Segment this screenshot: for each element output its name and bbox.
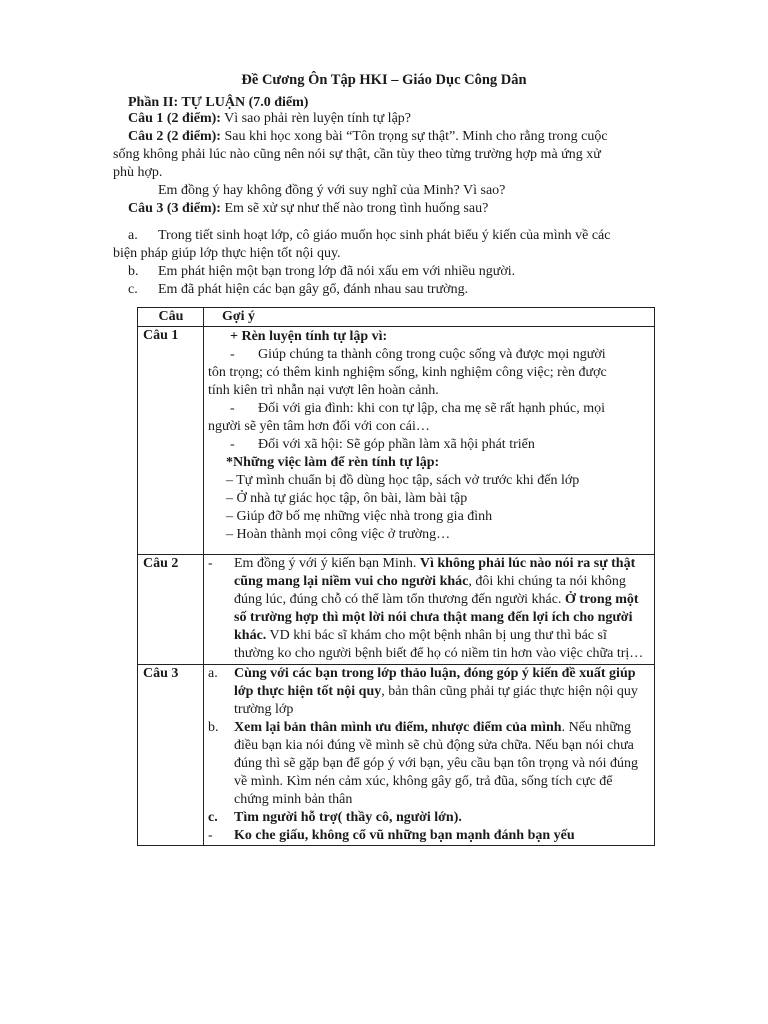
part-heading: Phần II: TỰ LUẬN (7.0 điểm): [128, 95, 309, 110]
header-question: Câu: [138, 308, 204, 327]
document-title: Đề Cương Ôn Tập HKI – Giáo Dục Công Dân: [241, 72, 527, 88]
situation-a-mark: a.: [128, 228, 138, 243]
row1-heading2: *Những việc làm để rèn tính tự lập:: [226, 455, 440, 470]
row1-dash-3: - Đối với xã hội: Sẽ góp phần làm xã hội phát triển: [230, 437, 535, 452]
question-2-line2: sống không phải lúc nào cũng nên nói sự thật, cần tùy theo từng trường hợp mà ứng xử: [113, 147, 601, 162]
table-row: [138, 555, 655, 665]
question-2-label: Câu 2 (2 điểm):: [128, 129, 221, 144]
table-row: [138, 665, 655, 846]
row1-content: [204, 327, 655, 555]
row1-dash-2-cont: người sẽ yên tâm hơn đối với con cái…: [208, 419, 430, 434]
question-2: [128, 128, 658, 146]
situation-a-line1: Trong tiết sinh hoạt lớp, cô giáo muốn học sinh phát biểu ý kiến của mình về các: [158, 228, 611, 243]
row1-dash-1: - Giúp chúng ta thành công trong cuộc sống và được mọi người: [230, 347, 606, 362]
row1-work-3: – Giúp đỡ bố mẹ những việc nhà trong gia đình: [226, 509, 493, 524]
header-hint: Gợi ý: [204, 308, 655, 327]
question-2-line4: Em đồng ý hay không đồng ý với suy nghĩ của Minh? Vì sao?: [158, 183, 506, 198]
row2-mark: -: [208, 556, 213, 571]
question-1: [128, 110, 668, 128]
question-3-label: Câu 3 (3 điểm):: [128, 201, 221, 216]
situation-c: [113, 281, 653, 299]
situation-a: [113, 227, 653, 245]
situation-b-mark: b.: [128, 264, 139, 279]
table-row: [138, 327, 655, 555]
situation-a-line2: biện pháp giúp lớp thực hiện tốt nội quy.: [113, 246, 341, 261]
row3-item-c: c. Tìm người hỗ trợ( thầy cô, người lớn).: [208, 810, 462, 825]
row3-item-a: a. Cùng với các bạn trong lớp thảo luận, đóng góp ý kiến đề xuất giúp lớp thực hiện tốt nội quy, bản thân cũng phải tự giác thực hiện nội quy trường lớp: [208, 666, 638, 717]
row3-item-d: - Ko che giấu, không cổ vũ những bạn mạnh đánh bạn yếu: [208, 828, 575, 843]
row3-content: [204, 665, 655, 846]
question-3: [128, 200, 668, 218]
question-2-line1: Sau khi học xong bài “Tôn trọng sự thật”. Minh cho rằng trong cuộc: [220, 129, 608, 144]
answer-guide-table: [137, 307, 655, 846]
row1-label: Câu 1: [138, 327, 204, 555]
question-1-text: Vì sao phải rèn luyện tính tự lập?: [220, 111, 412, 126]
row2-text: Em đồng ý với ý kiến bạn Minh. Vì không phải lúc nào nói ra sự thật cũng mang lại niềm vui cho người khác, đôi khi chúng ta nói không đúng lúc, đúng chỗ có thể làm tổn thương đến người khác. Ở trong một số trường hợp thì một lời nói chưa thật mang đến lợi ích cho người khác. VD khi bác sĩ khám cho một bệnh nhân bị ung thư thì bác sĩ thường ko cho người bệnh biết để họ có niềm tin hơn vào việc chữa trị…: [234, 556, 644, 661]
row3-label: Câu 3: [138, 665, 204, 846]
row3-item-b: b. Xem lại bản thân mình ưu điểm, nhược điểm của mình. Nếu những điều bạn kia nói đúng về mình sẽ chủ động sửa chữa. Nếu bạn nói chưa đúng thì sẽ gặp bạn để góp ý với bạn, yêu cầu bạn tôn trọng và nói đúng về mình. Kìm nén cảm xúc, không gây gổ, trả đũa, sống tích cực để chứng minh bản thân: [208, 720, 638, 807]
row1-work-2: – Ở nhà tự giác học tập, ôn bài, làm bài tập: [226, 491, 468, 506]
question-3-text: Em sẽ xử sự như thế nào trong tình huống sau?: [220, 201, 489, 216]
situation-b-line1: Em phát hiện một bạn trong lớp đã nói xấu em với nhiều người.: [158, 264, 516, 279]
situation-b: [113, 263, 653, 281]
row2-content: [204, 555, 655, 665]
row1-dash-1-cont2: tính kiên trì nhẫn nại vượt lên hoàn cảnh.: [208, 383, 439, 398]
row2-label: Câu 2: [138, 555, 204, 665]
situation-c-line1: Em đã phát hiện các bạn gây gổ, đánh nhau sau trường.: [158, 282, 469, 297]
row1-work-1: – Tự mình chuẩn bị đồ dùng học tập, sách vở trước khi đến lớp: [226, 473, 580, 488]
table-header-row: [138, 308, 655, 327]
situation-c-mark: c.: [128, 282, 138, 297]
row1-dash-1-cont1: tôn trọng; có thêm kinh nghiệm sống, kinh nghiệm công việc; rèn được: [208, 365, 607, 380]
row1-work-4: – Hoàn thành mọi công việc ở trường…: [226, 527, 451, 542]
row1-heading: + Rèn luyện tính tự lập vì:: [230, 329, 388, 344]
question-1-label: Câu 1 (2 điểm):: [128, 111, 221, 126]
question-2-line3: phù hợp.: [113, 165, 163, 180]
row1-dash-2: - Đối với gia đình: khi con tự lập, cha mẹ sẽ rất hạnh phúc, mọi: [230, 401, 606, 416]
